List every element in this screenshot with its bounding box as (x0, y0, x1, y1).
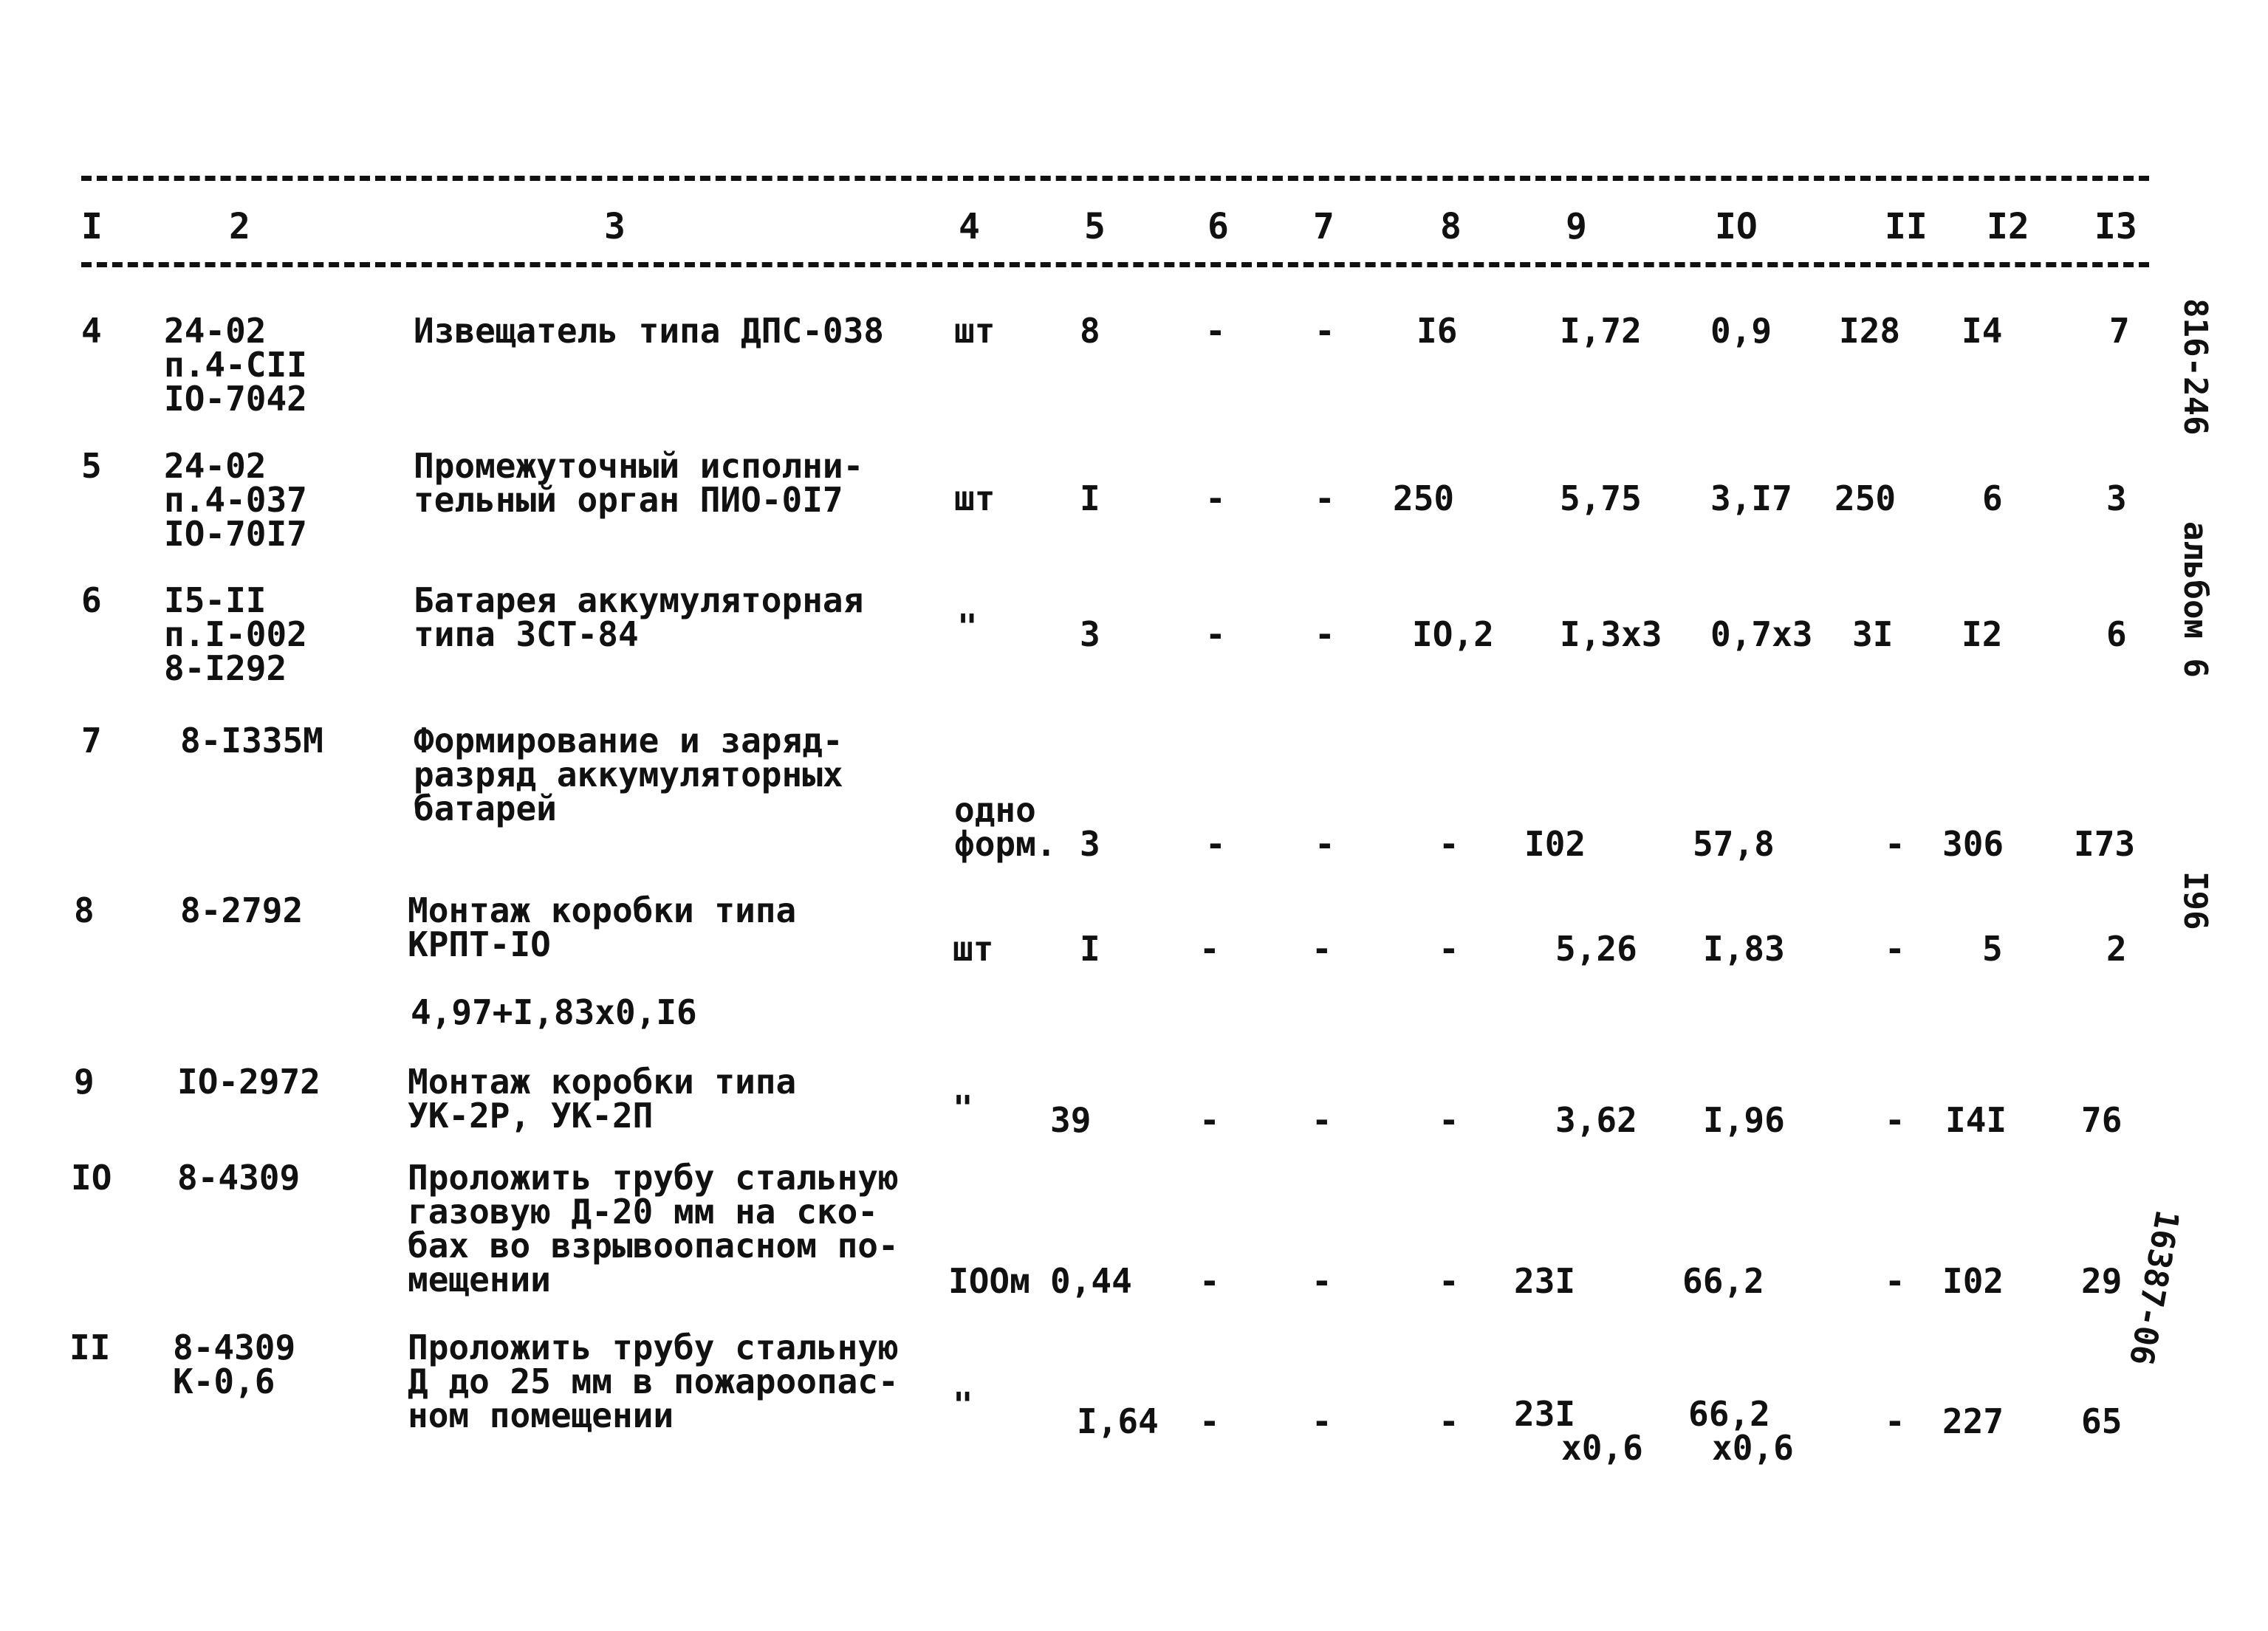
row-unit: " (957, 607, 978, 647)
row-col8: - (1439, 1401, 1459, 1441)
margin-note-sheet-code: 816-246 (2176, 298, 2214, 436)
row-col7: - (1312, 929, 1332, 969)
row-col9: 3,62 (1555, 1100, 1637, 1140)
margin-note-document-code: 16387-06 (2121, 1207, 2186, 1368)
row-col11: - (1885, 1100, 1905, 1140)
row-col10: 66,2 (1688, 1394, 1770, 1434)
col-header-6: 6 (1207, 206, 1229, 247)
col-header-4: 4 (959, 206, 980, 247)
row-name: Промежуточный исполни- тельный орган ПИО-0I7 (414, 446, 864, 520)
row-col7: - (1315, 478, 1335, 518)
row-col9: 23I (1514, 1394, 1576, 1434)
row-col6: - (1205, 614, 1226, 654)
row-number: II (69, 1328, 111, 1367)
row-unit: шт (954, 478, 996, 518)
row-col6: - (1205, 478, 1226, 518)
row-col5: I,64 (1077, 1401, 1159, 1441)
row-col10: I,96 (1703, 1100, 1785, 1140)
row-number: IO (71, 1158, 112, 1198)
row-col6: - (1199, 929, 1220, 969)
col-header-8: 8 (1440, 206, 1462, 247)
row-col10: 0,9 (1710, 311, 1772, 351)
row-col7: - (1312, 1401, 1332, 1441)
row-unit: шт (954, 311, 996, 351)
row-name: Батарея аккумуляторная типа 3СТ-84 (414, 580, 864, 654)
row-col7: - (1315, 311, 1335, 351)
row-col10: 57,8 (1693, 824, 1775, 864)
row-col5: 3 (1080, 824, 1100, 864)
row-col10: 66,2 (1682, 1261, 1764, 1301)
col-header-13: I3 (2094, 206, 2137, 247)
row-unit: " (953, 1385, 973, 1425)
row-col8: - (1439, 1261, 1459, 1301)
row-col12: 5 (1982, 929, 2003, 969)
row-col9: I,3x3 (1560, 614, 1662, 654)
row-col11: 3I (1852, 614, 1894, 654)
col-header-7: 7 (1313, 206, 1335, 247)
row-col6: - (1205, 311, 1226, 351)
col-header-10: IO (1715, 206, 1758, 247)
row-col7: - (1312, 1100, 1332, 1140)
margin-note-page-number: I96 (2176, 871, 2214, 930)
col-header-2: 2 (229, 206, 250, 247)
row-unit: " (953, 1088, 973, 1128)
row-col11: - (1885, 929, 1905, 969)
row-col9: I,72 (1560, 311, 1642, 351)
row-number: 8 (74, 890, 95, 930)
row-col6: - (1199, 1261, 1220, 1301)
row-col7: - (1315, 614, 1335, 654)
row-code: 8-4309 К-0,6 (173, 1328, 296, 1401)
row-col12: I4I (1945, 1100, 2007, 1140)
row-code: 24-02 п.4-037 IO-70I7 (164, 446, 307, 554)
row-code: 8-I335M (180, 721, 323, 760)
row-code: I5-II п.I-002 8-I292 (164, 580, 307, 688)
row-number: 4 (81, 311, 102, 351)
row-code: IO-2972 (177, 1062, 321, 1102)
row-col11: 250 (1834, 478, 1897, 518)
row-col10: 3,I7 (1710, 478, 1792, 518)
row-col10-multiplier: x0,6 (1712, 1428, 1794, 1468)
row-col7: - (1312, 1261, 1332, 1301)
row-col9: 23I (1514, 1261, 1576, 1301)
row-col13: 6 (2106, 614, 2127, 654)
row-col5: 0,44 (1050, 1261, 1132, 1301)
row-col8: - (1439, 1100, 1459, 1140)
row-col7: - (1315, 824, 1335, 864)
row-col13: 29 (2081, 1261, 2123, 1301)
row-name: Извещатель типа ДПС-038 (414, 311, 884, 351)
row-number: 9 (74, 1062, 95, 1102)
row-code: 24-02 п.4-CII IO-7042 (164, 311, 307, 419)
row-unit: IOOм (948, 1261, 1030, 1301)
col-header-1: I (81, 206, 103, 247)
row-name: Проложить трубу стальную Д до 25 мм в пожароопас- ном помещении (408, 1328, 899, 1435)
row-col10: I,83 (1703, 929, 1785, 969)
row-col12: I4 (1962, 311, 2003, 351)
row-col11: - (1885, 824, 1905, 864)
row-name: Монтаж коробки типа КРПТ-IO (408, 890, 797, 964)
row-unit: шт (953, 929, 994, 969)
row-col9: 5,26 (1555, 929, 1637, 969)
row-name: Монтаж коробки типа УК-2Р, УК-2П (408, 1062, 797, 1136)
col-header-11: II (1885, 206, 1928, 247)
row-col12: I02 (1942, 1261, 2004, 1301)
row-col5: 39 (1050, 1100, 1092, 1140)
row-col12: 227 (1942, 1401, 2004, 1441)
row-number: 7 (81, 721, 102, 760)
row-col12: 306 (1942, 824, 2004, 864)
row-col6: - (1205, 824, 1226, 864)
col-header-9: 9 (1566, 206, 1587, 247)
header-top-rule (81, 176, 2149, 181)
row-col8: - (1439, 929, 1459, 969)
row-col8: I6 (1416, 311, 1458, 351)
row-col6: - (1199, 1100, 1220, 1140)
row-code: 8-2792 (180, 890, 304, 930)
row-col13: 7 (2109, 311, 2130, 351)
row-col13: 3 (2106, 478, 2127, 518)
row-col6: - (1199, 1401, 1220, 1441)
header-bottom-rule (81, 262, 2149, 267)
row-col10: 0,7x3 (1710, 614, 1813, 654)
row-col11: I28 (1839, 311, 1901, 351)
row-col5: I (1080, 478, 1100, 518)
row-col5: 8 (1080, 311, 1100, 351)
row-col8: IO,2 (1412, 614, 1494, 654)
row-col13: 76 (2081, 1100, 2123, 1140)
col-header-5: 5 (1084, 206, 1106, 247)
row-unit: одно форм. (954, 790, 1057, 864)
row-name: Формирование и заряд- разряд аккумуляторных батарей (414, 721, 843, 828)
margin-note-album: альбом 6 (2176, 521, 2214, 678)
row-col11: - (1885, 1261, 1905, 1301)
row-number: 5 (81, 446, 102, 486)
row-col8: - (1439, 824, 1459, 864)
row-col13: 65 (2081, 1401, 2123, 1441)
row-col12: 6 (1982, 478, 2003, 518)
row-col5: 3 (1080, 614, 1100, 654)
row-name: Проложить трубу стальную газовую Д-20 мм на ско- бах во взрывоопасном по- мещении (408, 1158, 899, 1299)
row-col8: 250 (1393, 478, 1455, 518)
row-number: 6 (81, 580, 102, 620)
row-code: 8-4309 (177, 1158, 301, 1198)
row-col13: 2 (2106, 929, 2127, 969)
row-col9-multiplier: x0,6 (1561, 1428, 1643, 1468)
row-col9: 5,75 (1560, 478, 1642, 518)
col-header-12: I2 (1987, 206, 2029, 247)
row-col11: - (1885, 1401, 1905, 1441)
row-note: 4,97+I,83x0,I6 (411, 992, 697, 1032)
row-col13: I73 (2074, 824, 2136, 864)
row-col9: I02 (1524, 824, 1586, 864)
col-header-3: 3 (604, 206, 626, 247)
row-col12: I2 (1962, 614, 2003, 654)
row-col5: I (1080, 929, 1100, 969)
